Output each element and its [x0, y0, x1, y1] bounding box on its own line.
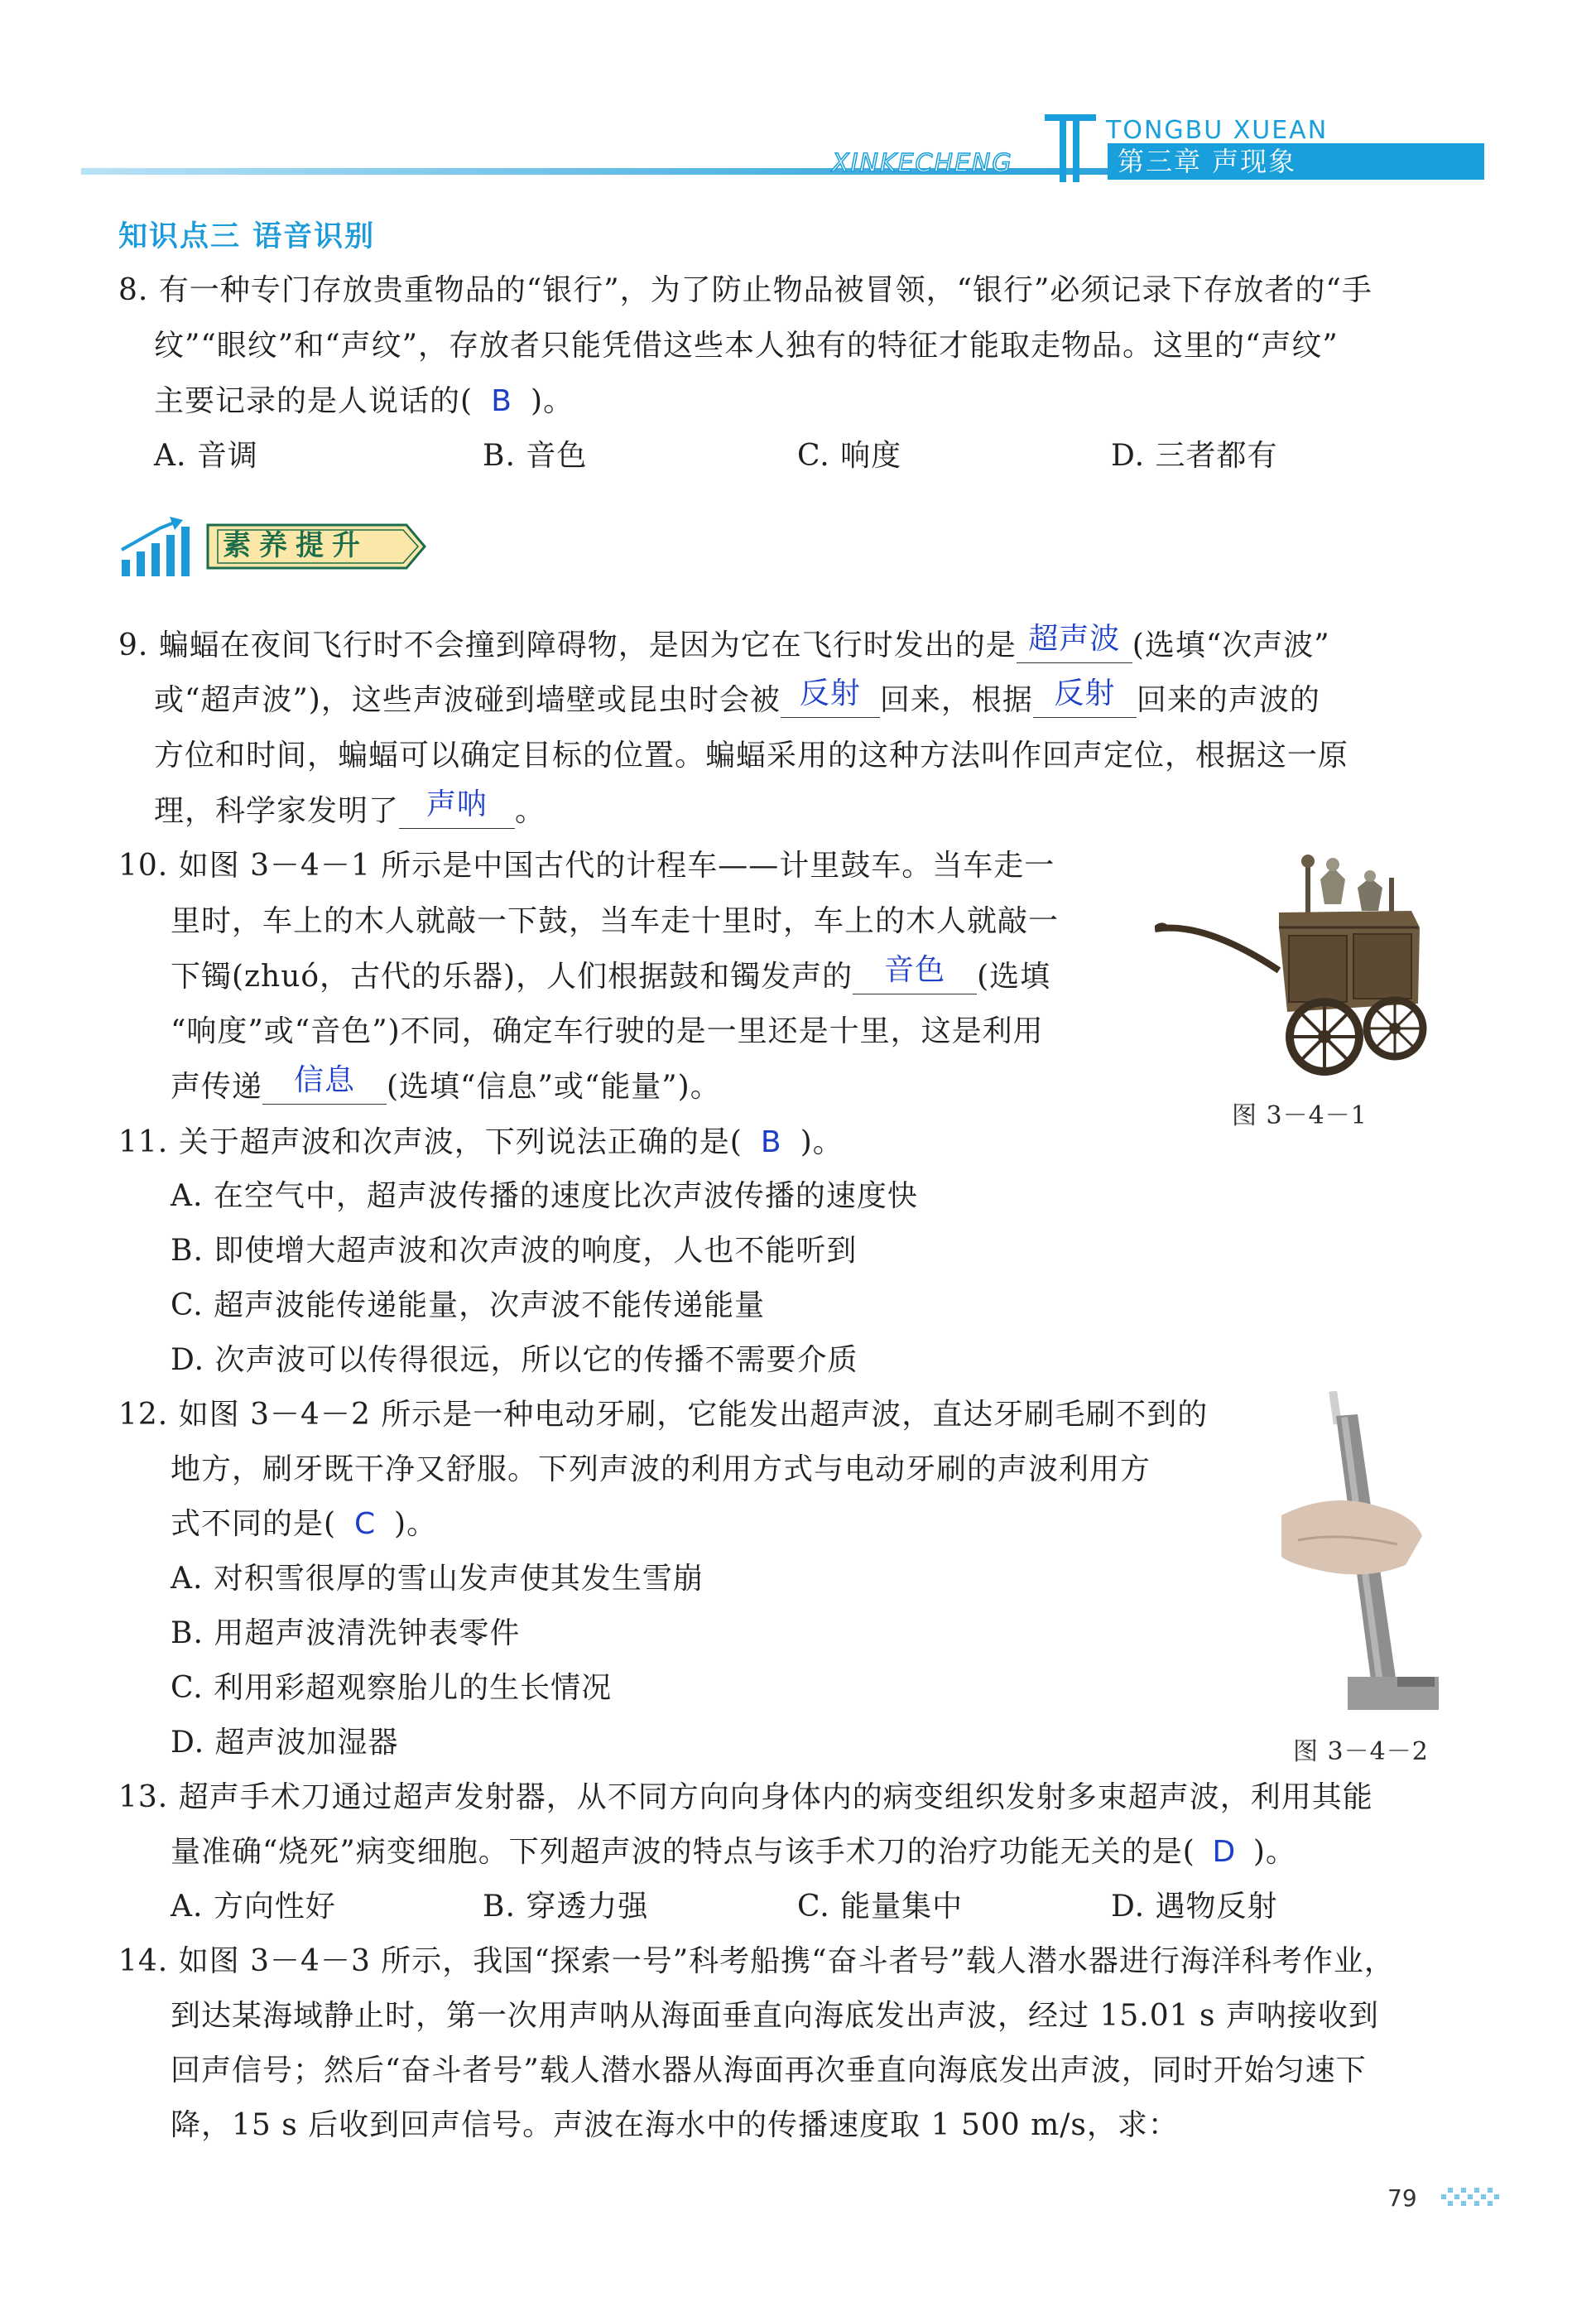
q11-option-c: C. 超声波能传递能量，次声波不能传递能量: [171, 1288, 766, 1322]
q11-answer: B: [760, 1125, 782, 1159]
q11-option-d: D. 次声波可以传得很远，所以它的传播不需要介质: [171, 1343, 858, 1377]
q14-line-3: 回声信号；然后“奋斗者号”载人潜水器从海面再次垂直向海底发出声波，同时开始匀速下: [171, 2054, 1367, 2087]
q8-option-d: D. 三者都有: [1111, 439, 1278, 473]
q13-option-b: B. 穿透力强: [483, 1890, 649, 1924]
q8-answer: B: [491, 384, 512, 418]
q10-line-5: 声传递 信息 (选填“信息”或“能量”)。: [171, 1063, 721, 1104]
q14-line-1: 14. 如图 3－4－3 所示，我国“探索一号”科考船携“奋斗者号”载人潜水器进行海洋科考作业，: [118, 1944, 1395, 1978]
q12-option-d: D. 超声波加湿器: [171, 1726, 399, 1760]
chapter-title: 第三章 声现象: [1118, 146, 1297, 177]
drum-cart-image: [1155, 846, 1436, 1078]
literacy-badge: [118, 513, 433, 580]
q12-option-c: C. 利用彩超观察胎儿的生长情况: [171, 1671, 613, 1705]
electric-toothbrush-image: [1281, 1391, 1447, 1722]
q9-line-4: 理，科学家发明了 声呐 。: [154, 787, 546, 828]
q9-blank-4: 声呐: [399, 795, 515, 829]
q8-line-3: 主要记录的是人说话的( B )。: [154, 384, 574, 418]
q12-line-1: 12. 如图 3－4－2 所示是一种电动牙刷，它能发出超声波，直达牙刷毛刷不到的: [118, 1398, 1209, 1432]
q12-answer: C: [353, 1507, 377, 1541]
q9-line-2: 或“超声波”)，这些声波碰到墙壁或昆虫时会被 反射 回来，根据 反射 回来的声波的: [154, 677, 1320, 717]
q12-line-3: 式不同的是( C )。: [171, 1507, 438, 1541]
q10-line-3: 下镯(zhuó，古代的乐器)，人们根据鼓和镯发声的 音色 (选填: [171, 953, 1051, 994]
q14-line-2: 到达某海域静止时，第一次用声呐从海面垂直向海底发出声波，经过 15.01 s 声呐接收到: [171, 1999, 1379, 2033]
q8-line-2: 纹”“眼纹”和“声纹”，存放者只能凭借这些本人独有的特征才能取走物品。这里的“声纹”: [154, 329, 1339, 363]
q10-line-2: 里时，车上的木人就敲一下鼓，当车走十里时，车上的木人就敲一: [171, 904, 1060, 938]
q9-blank-3: 反射: [1033, 684, 1137, 718]
q10-blank-1: 音色: [853, 961, 977, 994]
q10-line-1: 10. 如图 3－4－1 所示是中国古代的计程车——计里鼓车。当车走一: [118, 849, 1055, 883]
q11-option-a: A. 在空气中，超声波传播的速度比次声波传播的速度快: [171, 1179, 918, 1213]
q10-line-4: “响度”或“音色”)不同，确定车行驶的是一里还是十里，这是利用: [171, 1014, 1044, 1048]
q13-option-c: C. 能量集中: [797, 1890, 964, 1924]
q12-line-2: 地方，刷牙既干净又舒服。下列声波的利用方式与电动牙刷的声波利用方: [171, 1452, 1151, 1486]
q13-option-a: A. 方向性好: [171, 1890, 336, 1924]
brand-top-text: TONGBU XUEAN: [1106, 116, 1329, 145]
page-number: 79: [1387, 2184, 1417, 2212]
q10-blank-2: 信息: [262, 1071, 387, 1105]
footer-dots-icon: [1436, 2183, 1511, 2213]
figure-3-4-2-caption: 图 3－4－2: [1293, 1737, 1429, 1766]
q11-option-b: B. 即使增大超声波和次声波的响度，人也不能听到: [171, 1234, 858, 1268]
q9-line-1: 9. 蝙蝠在夜间飞行时不会撞到障碍物，是因为它在飞行时发出的是 超声波 (选填“次声波”: [118, 622, 1330, 662]
q9-blank-2: 反射: [781, 684, 880, 718]
q14-line-4: 降，15 s 后收到回声信号。声波在海水中的传播速度取 1 500 m/s，求：: [171, 2108, 1179, 2142]
figure-3-4-1-caption: 图 3－4－1: [1232, 1101, 1368, 1130]
q13-line-2: 量准确“烧死”病变细胞。下列超声波的特点与该手术刀的治疗功能无关的是( D )。: [171, 1835, 1296, 1869]
q9-line-3: 方位和时间，蝙蝠可以确定目标的位置。蝙蝠采用的这种方法叫作回声定位，根据这一原: [154, 739, 1349, 773]
q8-option-c: C. 响度: [797, 439, 902, 473]
q13-option-d: D. 遇物反射: [1111, 1890, 1278, 1924]
brand-t-logo: [1045, 114, 1096, 182]
brand-left-text: XINKECHENG: [832, 149, 1013, 178]
q9-blank-1: 超声波: [1017, 629, 1132, 663]
section-title: 知识点三 语音识别: [118, 220, 376, 253]
badge-label: 素养提升: [223, 529, 368, 562]
q13-answer: D: [1212, 1835, 1237, 1869]
q8-line-1: 8. 有一种专门存放贵重物品的“银行”，为了防止物品被冒领，“银行”必须记录下存放者的“手: [118, 273, 1372, 307]
q12-option-b: B. 用超声波清洗钟表零件: [171, 1616, 521, 1650]
q11-stem: 11. 关于超声波和次声波，下列说法正确的是( B )。: [118, 1125, 844, 1159]
q8-option-a: A. 音调: [154, 439, 258, 473]
q8-option-b: B. 音色: [483, 439, 588, 473]
q13-line-1: 13. 超声手术刀通过超声发射器，从不同方向向身体内的病变组织发射多束超声波，利用其能: [118, 1780, 1373, 1814]
q12-option-a: A. 对积雪很厚的雪山发声使其发生雪崩: [171, 1562, 704, 1596]
